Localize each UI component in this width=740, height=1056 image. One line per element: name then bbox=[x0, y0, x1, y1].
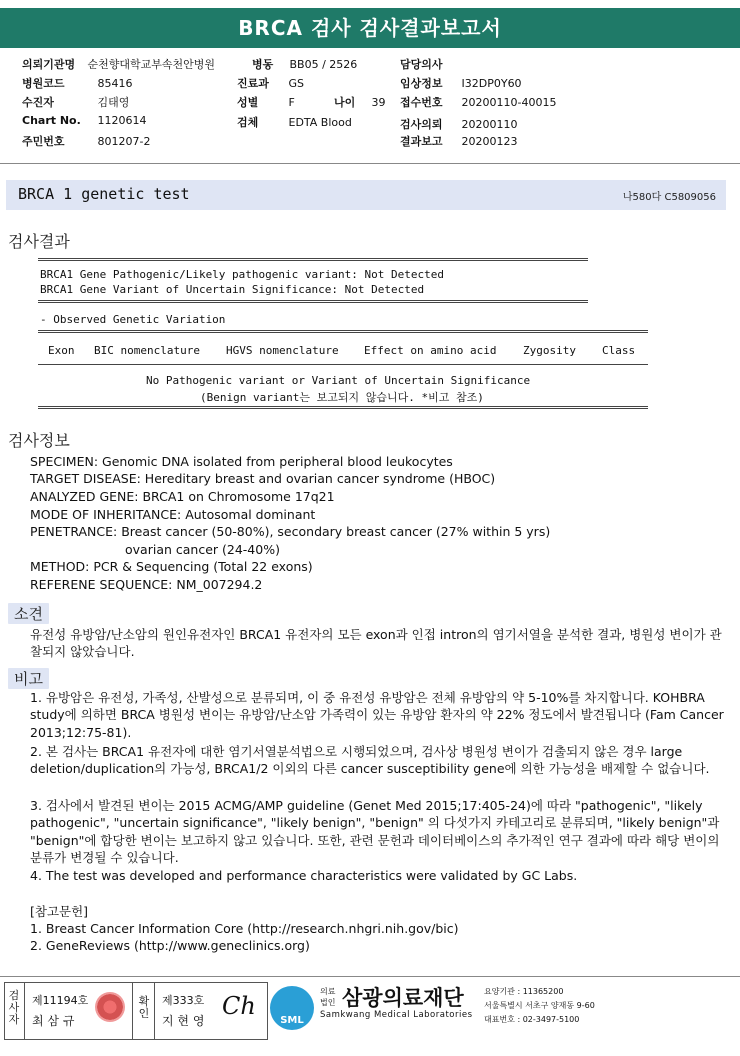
col-zygosity: Zygosity bbox=[523, 344, 576, 357]
name-value: 김태영 bbox=[97, 96, 130, 109]
remark-2: 2. 본 검사는 BRCA1 유전자에 대한 염기서열분석법으로 시행되었으며, 검사상 병원성 변이가 검출되지 않은 경우 large deletion/duplication의 가능성, BRCA1/2 이외의 다른 cancer susceptibility gene에 의한 가능성을 배제할 수 없습니다. bbox=[30, 744, 710, 777]
sex-value: F bbox=[288, 96, 295, 109]
info-gene: ANALYZED GENE: BRCA1 on Chromosome 17q21 bbox=[30, 489, 335, 504]
label-doctor: 담당의사 bbox=[400, 58, 443, 71]
label-age: 나이 bbox=[334, 96, 356, 109]
label-chart-no: Chart No. bbox=[22, 114, 81, 127]
sml-logo: SML bbox=[270, 986, 314, 1030]
result-pathogenic-line: BRCA1 Gene Pathogenic/Likely pathogenic variant: Not Detected bbox=[40, 268, 444, 281]
org-prefix-line1: 의료 bbox=[320, 987, 336, 996]
remarks-heading: 비고 bbox=[8, 668, 49, 689]
info-method: METHOD: PCR & Sequencing (Total 22 exons) bbox=[30, 559, 313, 574]
label-clinical-info: 임상정보 bbox=[400, 77, 443, 90]
label-hospital-code: 병원코드 bbox=[22, 77, 65, 90]
col-class: Class bbox=[602, 344, 636, 357]
remark-4: 4. The test was developed and performance characteristics were validated by GC Labs. bbox=[30, 868, 578, 883]
info-inheritance: MODE OF INHERITANCE: Autosomal dominant bbox=[30, 507, 316, 522]
finding-heading: 소견 bbox=[8, 603, 49, 624]
divider bbox=[38, 364, 648, 365]
label-institution: 의뢰기관명 bbox=[22, 58, 76, 71]
test-name: BRCA 1 genetic test bbox=[18, 185, 190, 203]
confirmer-label: 확인 bbox=[138, 995, 150, 1020]
report-title: BRCA 검사 검사결과보고서 bbox=[0, 8, 740, 48]
label-reported: 결과보고 bbox=[400, 135, 443, 148]
dept-value: GS bbox=[288, 77, 305, 90]
divider bbox=[38, 406, 648, 409]
ward-value: BB05 / 2526 bbox=[289, 58, 358, 71]
col-hgvs: HGVS nomenclature bbox=[226, 344, 339, 357]
label-sex: 성별 bbox=[237, 96, 259, 109]
footer bbox=[0, 978, 740, 1045]
specimen-value: EDTA Blood bbox=[288, 116, 352, 129]
requested-value: 20200110 bbox=[461, 118, 518, 131]
label-receipt-no: 접수번호 bbox=[400, 96, 443, 109]
label-name: 수진자 bbox=[22, 96, 54, 109]
label-requested: 검사의뢰 bbox=[400, 118, 443, 131]
test-code: 나580다 C5809056 bbox=[622, 192, 716, 203]
references-heading: [참고문헌] bbox=[30, 904, 89, 919]
remark-1: 1. 유방암은 유전성, 가족성, 산발성으로 분류되며, 이 중 유전성 유방암은 전체 유방암의 약 5-10%를 차지합니다. KOHBRA study에 의하면 BRCA 병원성 변이는 유방암/난소암 가족력이 있는 유방암 환자의 약 22% 정도에서 발견됩니다 (Fam Cancer 2013;12:75-81). bbox=[30, 690, 724, 740]
divider bbox=[154, 982, 155, 1040]
benign-note: (Benign variant는 보고되지 않습니다. *비고 참조) bbox=[200, 391, 484, 404]
tester-label: 검사자 bbox=[8, 989, 20, 1026]
col-bic: BIC nomenclature bbox=[94, 344, 200, 357]
info-penetrance: PENETRANCE: Breast cancer (50-80%), secondary breast cancer (27% within 5 yrs) bbox=[30, 524, 551, 539]
tester-name: 최 삼 규 bbox=[32, 1014, 75, 1028]
label-specimen: 검체 bbox=[237, 116, 259, 129]
chart-no-value: 1120614 bbox=[97, 114, 147, 127]
org-prefix-line2: 법인 bbox=[320, 998, 336, 1007]
org-name: 삼광의료재단 bbox=[342, 986, 464, 1010]
reference-1: 1. Breast Cancer Information Core (http://research.nhgri.nih.gov/bic) bbox=[30, 921, 459, 936]
org-address: 서울특별시 서초구 양재동 9-60 bbox=[484, 1001, 595, 1010]
test-name-bar bbox=[6, 180, 726, 210]
divider bbox=[38, 258, 588, 261]
info-heading: 검사정보 bbox=[8, 431, 70, 450]
org-prefix bbox=[320, 986, 335, 1008]
remark-3: 3. 검사에서 발견된 변이는 2015 ACMG/AMP guideline (Genet Med 2015;17:405-24)에 따라 "pathogenic", "likely pathogenic", "uncertain significance", "likely benign", "benign" 의 다섯가지 카테고리로 분류되며, "likely benign"과 "benign"에 합당한 변이는 보고하지 않고 있습니다. 또한, 관련 문헌과 데이터베이스의 추가적인 연구 결과에 따라 해당 변이의 분류가 변경될 수 있습니다. bbox=[30, 798, 720, 866]
col-effect: Effect on amino acid bbox=[364, 344, 497, 357]
divider bbox=[24, 982, 25, 1040]
reported-value: 20200123 bbox=[461, 135, 518, 148]
clinical-info-value: I32DP0Y60 bbox=[461, 77, 522, 90]
label-dept: 진료과 bbox=[237, 77, 269, 90]
signature: Ch bbox=[222, 992, 256, 1020]
info-reference: REFERENE SEQUENCE: NM_007294.2 bbox=[30, 577, 263, 592]
divider bbox=[0, 163, 740, 164]
info-specimen: SPECIMEN: Genomic DNA isolated from peripheral blood leukocytes bbox=[30, 454, 453, 469]
divider bbox=[38, 300, 588, 303]
result-heading: 검사결과 bbox=[8, 232, 70, 251]
confirmer-license: 제333호 bbox=[162, 994, 205, 1007]
reference-2: 2. GeneReviews (http://www.geneclinics.org) bbox=[30, 938, 310, 953]
observed-variation-label: - Observed Genetic Variation bbox=[40, 313, 226, 326]
org-phone: 대표번호 : 02-3497-5100 bbox=[484, 1015, 580, 1024]
label-resident-no: 주민번호 bbox=[22, 135, 65, 148]
divider bbox=[38, 330, 648, 333]
divider bbox=[0, 976, 740, 977]
receipt-no-value: 20200110-40015 bbox=[461, 96, 557, 109]
age-value: 39 bbox=[371, 96, 386, 109]
org-code: 요양기관 : 11365200 bbox=[484, 987, 564, 996]
resident-no-value: 801207-2 bbox=[97, 135, 151, 148]
info-disease: TARGET DISEASE: Hereditary breast and ovarian cancer syndrome (HBOC) bbox=[30, 471, 496, 486]
col-exon: Exon bbox=[48, 344, 75, 357]
org-name-en: Samkwang Medical Laboratories bbox=[320, 1010, 473, 1020]
seal-stamp bbox=[95, 992, 125, 1022]
hospital-code-value: 85416 bbox=[97, 77, 133, 90]
result-vus-line: BRCA1 Gene Variant of Uncertain Significance: Not Detected bbox=[40, 283, 425, 296]
confirmer-name: 지 현 영 bbox=[162, 1014, 205, 1028]
no-variant-note: No Pathogenic variant or Variant of Uncertain Significance bbox=[146, 374, 531, 387]
tester-license: 제11194호 bbox=[32, 994, 89, 1007]
institution-value: 순천향대학교부속천안병원 bbox=[87, 58, 216, 71]
info-penetrance-ovarian: ovarian cancer (24-40%) bbox=[125, 542, 280, 557]
label-ward: 병동 bbox=[252, 58, 274, 71]
finding-text: 유전성 유방암/난소암의 원인유전자인 BRCA1 유전자의 모든 exon과 인접 intron의 염기서열을 분석한 결과, 병원성 변이가 관찰되지 않았습니다. bbox=[30, 627, 722, 660]
divider bbox=[132, 982, 133, 1040]
